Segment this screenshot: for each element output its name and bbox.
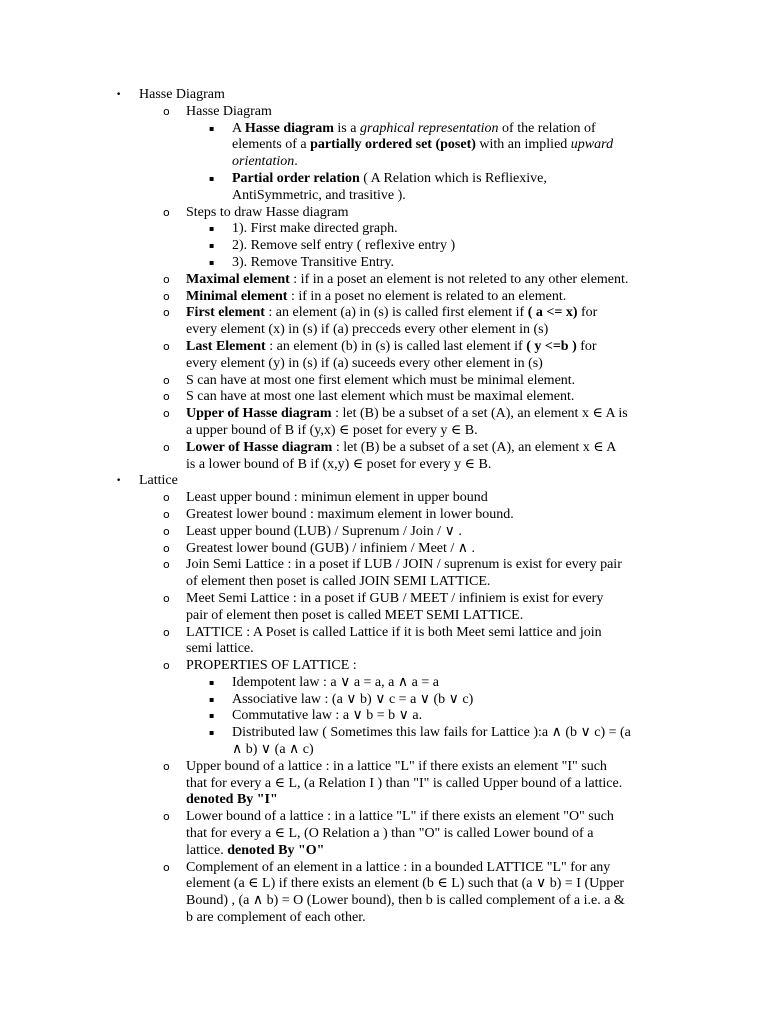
list-item-join-semi-lattice	[0, 557, 768, 574]
list-item-continuation	[0, 574, 768, 591]
list-item-first-element	[0, 305, 768, 322]
text: Least upper bound : minimun element in upper bound	[186, 490, 488, 506]
square-bullet-icon: ▪	[209, 123, 215, 133]
list-item-continuation	[0, 826, 768, 843]
bold-term: First element	[186, 305, 265, 321]
text: Steps to draw Hasse diagram	[186, 204, 349, 220]
circle-bullet-icon: o	[163, 524, 170, 538]
list-item-meet-semi-lattice	[0, 591, 768, 608]
list-item-continuation	[0, 322, 768, 339]
text: of element then poset is called JOIN SEMI LATTICE.	[186, 574, 491, 590]
text: .	[294, 154, 298, 170]
circle-bullet-icon: o	[163, 810, 170, 824]
list-item	[0, 104, 768, 121]
text: Greatest lower bound (GUB) / infiniem / Meet / ∧ .	[186, 540, 476, 556]
bold-term: denoted By "I"	[186, 792, 278, 808]
list-item-continuation	[0, 776, 768, 793]
list-item-continuation	[0, 843, 768, 860]
text: S can have at most one last element which must be maximal element.	[186, 389, 575, 405]
circle-bullet-icon: o	[163, 659, 170, 673]
list-item-continuation	[0, 356, 768, 373]
bold-term: partially ordered set (poset)	[310, 137, 476, 153]
text: Meet Semi Lattice : in a poset if GUB / MEET / infiniem is exist for every	[186, 590, 604, 606]
text: that for every a ∈ L, (a Relation I ) than "I" is called Upper bound of a lattice.	[186, 775, 623, 791]
text: elements of a	[232, 137, 311, 153]
text: pair of element then poset is called MEET SEMI LATTICE.	[186, 607, 524, 623]
circle-bullet-icon: o	[163, 440, 170, 454]
square-bullet-icon: ▪	[209, 728, 215, 738]
text: for	[577, 305, 598, 321]
list-item	[0, 541, 768, 558]
text: every element (y) in (s) if (a) suceeds every other element in (s)	[186, 355, 543, 371]
circle-bullet-icon: o	[163, 205, 170, 219]
circle-bullet-icon: o	[163, 390, 170, 404]
bold-term: Minimal element	[186, 288, 288, 304]
list-item-complement	[0, 860, 768, 877]
list-item-step	[0, 221, 768, 238]
list-item-maximal	[0, 272, 768, 289]
text: 2). Remove self entry ( reflexive entry )	[232, 238, 456, 254]
bold-term: denoted By "O"	[227, 842, 325, 858]
text: Lower bound of a lattice : in a lattice "L" if there exists an element "O" such	[186, 809, 614, 825]
text: Commutative law : a ∨ b = b ∨ a.	[232, 708, 423, 724]
circle-bullet-icon: o	[163, 759, 170, 773]
text: lattice.	[186, 842, 228, 858]
circle-bullet-icon: o	[163, 591, 170, 605]
list-item-lattice	[0, 473, 768, 490]
list-item-lower-bound	[0, 809, 768, 826]
list-item-upper-hasse	[0, 406, 768, 423]
list-item	[0, 524, 768, 541]
list-item-steps	[0, 205, 768, 222]
list-item-hasse	[0, 87, 768, 104]
text: : let (B) be a subset of a set (A), an element x ∈ A	[332, 439, 617, 455]
list-item-continuation	[0, 742, 768, 759]
document-page	[0, 87, 768, 927]
list-item-hasse-definition	[0, 121, 768, 138]
text: element (a ∈ L) if there exists an element (b ∈ L) such that (a ∨ b) = I (Upper	[186, 876, 625, 892]
list-item	[0, 490, 768, 507]
circle-bullet-icon: o	[163, 625, 170, 639]
list-item-continuation	[0, 457, 768, 474]
text: Greatest lower bound : maximum element in lower bound.	[186, 506, 514, 522]
text: PROPERTIES OF LATTICE :	[186, 658, 357, 674]
list-item-continuation	[0, 154, 768, 171]
bullet-icon: •	[116, 90, 122, 100]
square-bullet-icon: ▪	[209, 173, 215, 183]
text: is a	[333, 120, 360, 136]
text: Associative law : (a ∨ b) ∨ c = a ∨ (b ∨ c)	[232, 691, 474, 707]
text: AntiSymmetric, and trasitive ).	[232, 187, 406, 203]
square-bullet-icon: ▪	[209, 694, 215, 704]
circle-bullet-icon: o	[163, 289, 170, 303]
list-item-continuation	[0, 423, 768, 440]
bold-term: Upper of Hasse diagram	[186, 406, 332, 422]
list-item-step	[0, 255, 768, 272]
italic-term: graphical representation	[359, 120, 499, 136]
list-item-upper-bound	[0, 759, 768, 776]
circle-bullet-icon: o	[163, 507, 170, 521]
bold-term: ( y <=b )	[526, 338, 577, 354]
text: : an element (a) in (s) is called first element if	[264, 305, 528, 321]
circle-bullet-icon: o	[163, 306, 170, 320]
text: of the relation of	[498, 120, 596, 136]
bold-term: Last Element	[186, 338, 266, 354]
text: every element (x) in (s) if (a) precceds every other element in (s)	[186, 322, 549, 338]
list-item-property	[0, 675, 768, 692]
circle-bullet-icon: o	[163, 272, 170, 286]
text: : if in a poset an element is not releted to any other element.	[289, 271, 629, 287]
bold-term: Partial order relation	[232, 170, 360, 186]
text: Complement of an element in a lattice : in a bounded LATTICE "L" for any	[186, 859, 611, 875]
list-item-lower-hasse	[0, 440, 768, 457]
text: is a lower bound of B if (x,y) ∈ poset for every y ∈ B.	[186, 456, 492, 472]
text: ( A Relation which is Refliexive,	[359, 170, 547, 186]
subheading-hasse: Hasse Diagram	[186, 103, 272, 119]
text: with an implied	[475, 137, 571, 153]
circle-bullet-icon: o	[163, 860, 170, 874]
list-item-properties	[0, 658, 768, 675]
text: : if in a poset no element is related to an element.	[287, 288, 567, 304]
text: that for every a ∈ L, (O Relation a ) than "O" is called Lower bound of a	[186, 826, 594, 842]
square-bullet-icon: ▪	[209, 711, 215, 721]
circle-bullet-icon: o	[163, 541, 170, 555]
italic-term: upward	[570, 137, 614, 153]
list-item-partial-order	[0, 171, 768, 188]
square-bullet-icon: ▪	[209, 241, 215, 251]
text: 1). First make directed graph.	[232, 221, 398, 237]
text: Least upper bound (LUB) / Suprenum / Join / ∨ .	[186, 523, 462, 539]
list-item	[0, 389, 768, 406]
bold-term: Hasse diagram	[244, 120, 334, 136]
list-item-continuation	[0, 641, 768, 658]
square-bullet-icon: ▪	[209, 257, 215, 267]
text: a upper bound of B if (y,x) ∈ poset for every y ∈ B.	[186, 422, 478, 438]
text: Upper bound of a lattice : in a lattice "L" if there exists an element "I" such	[186, 758, 607, 774]
text: Idempotent law : a ∨ a = a, a ∧ a = a	[232, 674, 439, 690]
list-item-property	[0, 708, 768, 725]
list-item-continuation	[0, 188, 768, 205]
circle-bullet-icon: o	[163, 104, 170, 118]
text: for	[576, 338, 597, 354]
heading-hasse: Hasse Diagram	[139, 87, 225, 102]
list-item-minimal	[0, 289, 768, 306]
bold-term: ( a <= x)	[527, 305, 578, 321]
bold-term: Lower of Hasse diagram	[186, 439, 333, 455]
text: b are complement of each other.	[186, 910, 366, 926]
text: Bound) , (a ∧ b) = O (Lower bound), then b is called complement of a i.e. a &	[186, 893, 625, 909]
list-item-continuation	[0, 137, 768, 154]
list-item-continuation	[0, 876, 768, 893]
list-item-property	[0, 692, 768, 709]
text: Distributed law ( Sometimes this law fails for Lattice ):a ∧ (b ∨ c) = (a	[232, 725, 631, 741]
list-item-continuation	[0, 608, 768, 625]
text: semi lattice.	[186, 641, 254, 657]
text: 3). Remove Transitive Entry.	[232, 254, 395, 270]
square-bullet-icon: ▪	[209, 677, 215, 687]
list-item-step	[0, 238, 768, 255]
text: Join Semi Lattice : in a poset if LUB / JOIN / suprenum is exist for every pair	[186, 557, 622, 573]
list-item-lattice-definition	[0, 625, 768, 642]
text: A	[232, 120, 245, 136]
text: ∧ b) ∨ (a ∧ c)	[232, 742, 314, 758]
circle-bullet-icon: o	[163, 407, 170, 421]
text: : let (B) be a subset of a set (A), an element x ∈ A is	[331, 406, 628, 422]
circle-bullet-icon: o	[163, 339, 170, 353]
list-item	[0, 373, 768, 390]
list-item-property	[0, 725, 768, 742]
text: LATTICE : A Poset is called Lattice if it is both Meet semi lattice and join	[186, 624, 602, 640]
circle-bullet-icon: o	[163, 558, 170, 572]
square-bullet-icon: ▪	[209, 224, 215, 234]
list-item	[0, 507, 768, 524]
bold-term: Maximal element	[186, 271, 290, 287]
circle-bullet-icon: o	[163, 373, 170, 387]
circle-bullet-icon: o	[163, 491, 170, 505]
bullet-icon: •	[116, 476, 122, 487]
list-item-continuation	[0, 910, 768, 927]
list-item-continuation	[0, 792, 768, 809]
list-item-continuation	[0, 893, 768, 910]
heading-lattice: Lattice	[139, 473, 178, 489]
list-item-last-element	[0, 339, 768, 356]
text: S can have at most one first element which must be minimal element.	[186, 372, 576, 388]
text: : an element (b) in (s) is called last element if	[265, 338, 527, 354]
italic-term: orientation	[232, 154, 295, 170]
